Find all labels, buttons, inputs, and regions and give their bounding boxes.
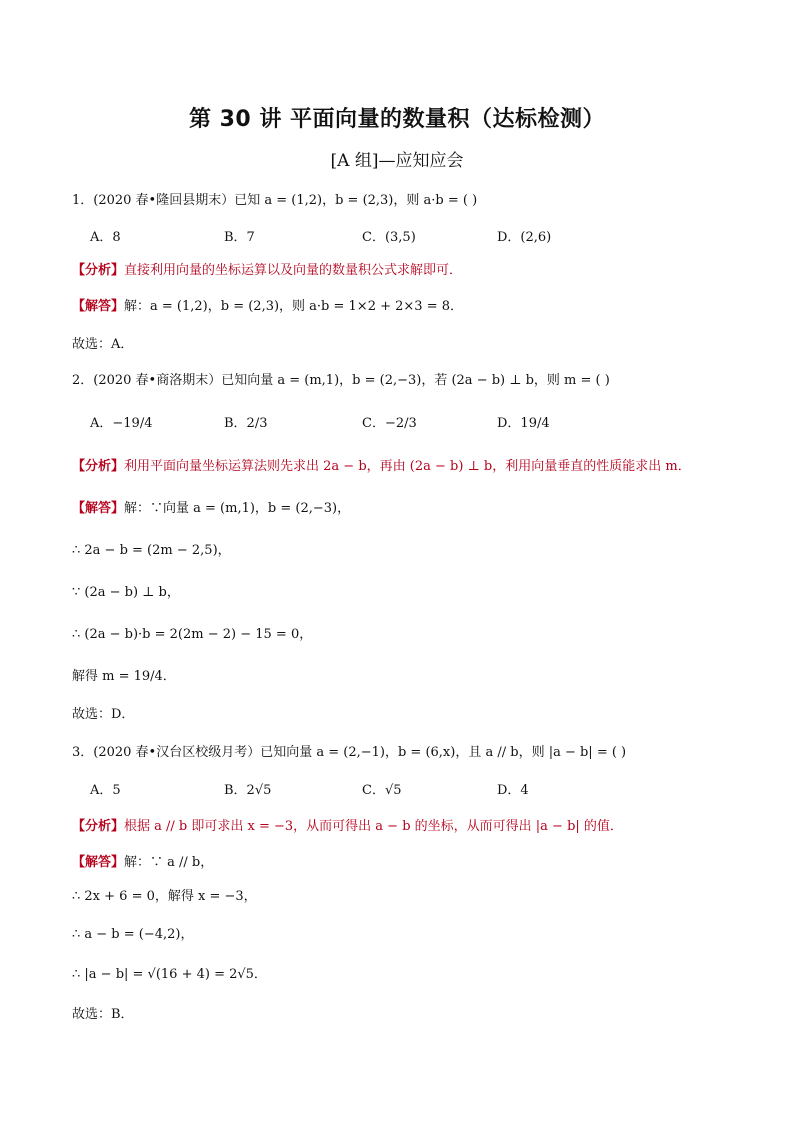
q3-option-d: D．4 [497,783,529,798]
q2-step-1: ∴ 2a − b = (2m − 2,5)， [72,543,231,558]
q2-option-d: D．19/4 [497,416,550,431]
q3-option-b: B．2√5 [224,783,272,798]
page-title: 第 30 讲 平面向量的数量积（达标检测） [188,107,606,132]
q3-analysis-text: 根据 a // b 即可求出 x = −3，从而可得出 a − b 的坐标，从而可得出 |a − b| 的值． [124,819,623,834]
q2-analysis [72,458,691,476]
q1-stem: 1．(2020 春•隆回县期末）已知 a = (1,2)，b = (2,3)，则 a·b = ( ) [72,193,478,208]
analysis-tag: 【分析】 [72,819,125,834]
q3-analysis [72,818,623,836]
q3-step-3: ∴ |a − b| = √(16 + 4) = 2√5． [72,967,267,982]
q2-option-c: C．−2/3 [362,416,417,431]
q1-analysis-text: 直接利用向量的坐标运算以及向量的数量积公式求解即可． [124,263,463,278]
q3-step-2: ∴ a − b = (−4,2)， [72,927,194,942]
group-heading: [A 组]—应知应会 [330,151,464,171]
analysis-tag: 【分析】 [72,459,125,474]
q2-stem: 2．(2020 春•商洛期末）已知向量 a = (m,1)，b = (2,−3)，若 (2a − b) ⊥ b，则 m = ( ) [72,373,610,388]
q3-stem: 3．(2020 春•汉台区校级月考）已知向量 a = (2,−1)，b = (6,x)，且 a // b，则 |a − b| = ( ) [72,745,627,760]
analysis-tag: 【分析】 [72,263,125,278]
q2-option-b: B．2/3 [224,416,268,431]
q3-step-1: ∴ 2x + 6 = 0，解得 x = −3， [72,889,257,904]
q3-option-a: A．5 [90,783,121,798]
q1-answer-text: 解：a = (1,2)，b = (2,3)，则 a·b = 1×2 + 2×3 = 8． [124,299,463,314]
q1-choice: 故选：A． [72,337,134,352]
answer-tag: 【解答】 [72,501,125,516]
q1-option-a: A．8 [90,230,121,245]
answer-tag: 【解答】 [72,299,125,314]
q2-answer-text: 解：∵向量 a = (m,1)，b = (2,−3)， [124,501,351,516]
q2-analysis-text: 利用平面向量坐标运算法则先求出 2a − b，再由 (2a − b) ⊥ b，利用向量垂直的性质能求出 m． [124,459,691,474]
q3-choice: 故选：B． [72,1007,134,1022]
q1-answer [72,298,463,316]
q1-analysis [72,262,462,280]
q3-answer [72,854,213,872]
q2-option-a: A．−19/4 [90,416,153,431]
q2-choice: 故选：D． [72,707,135,722]
q1-option-c: C．(3,5) [362,230,416,245]
q3-option-c: C．√5 [362,783,402,798]
q2-step-4: 解得 m = 19/4． [72,669,176,684]
answer-tag: 【解答】 [72,855,125,870]
q1-option-b: B．7 [224,230,255,245]
q3-answer-text: 解：∵ a // b， [124,855,214,870]
q2-answer [72,500,350,518]
q2-step-2: ∵ (2a − b) ⊥ b， [72,585,180,600]
q1-option-d: D．(2,6) [497,230,552,245]
q2-step-3: ∴ (2a − b)·b = 2(2m − 2) − 15 = 0， [72,627,313,642]
